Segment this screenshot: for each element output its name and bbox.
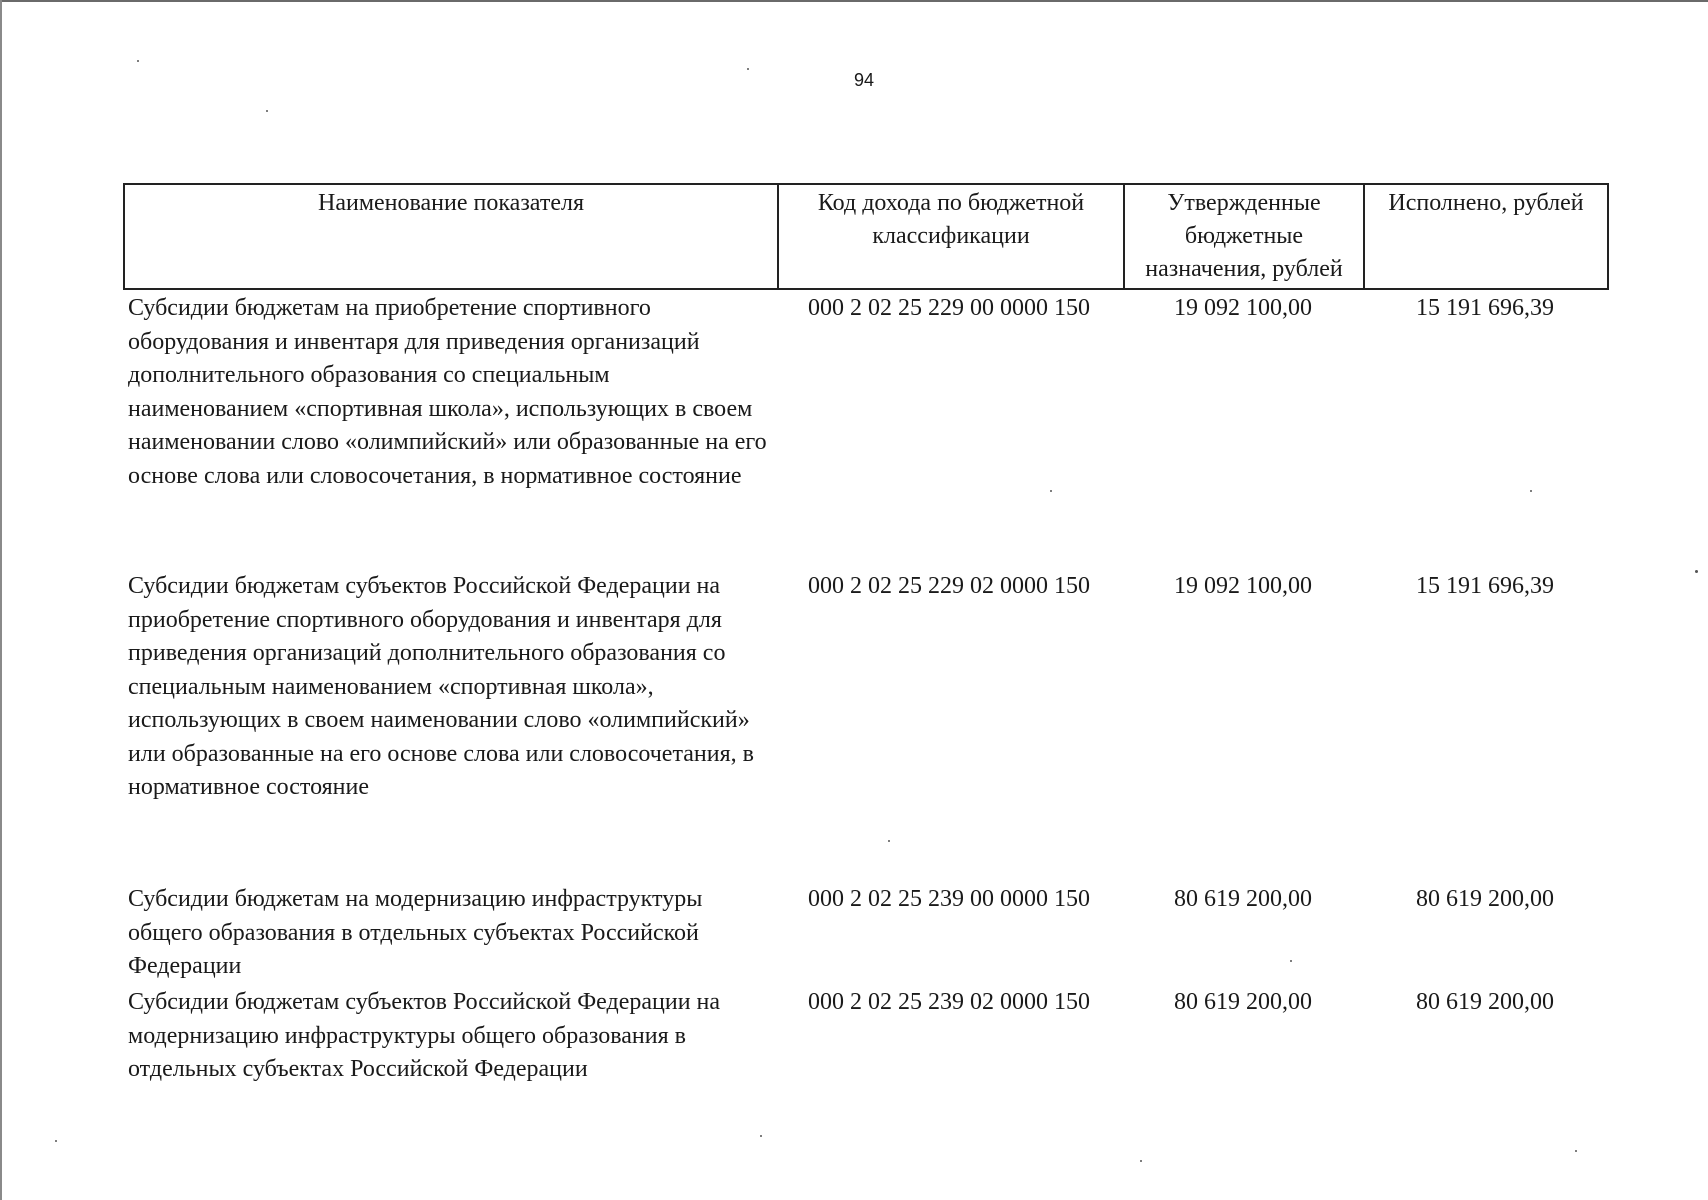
table-row — [123, 568, 1607, 881]
row-name: Субсидии бюджетам на модернизацию инфраструктуры общего образования в отдельных субъектах Российской Федерации — [128, 886, 703, 979]
row-approved: 80 619 200,00 — [1174, 886, 1312, 912]
row-approved: 80 619 200,00 — [1174, 989, 1312, 1015]
scan-speck — [1290, 960, 1292, 962]
scan-speck — [137, 60, 139, 62]
page-number: 94 — [853, 70, 875, 90]
row-approved: 19 092 100,00 — [1174, 295, 1312, 321]
row-executed: 15 191 696,39 — [1416, 295, 1554, 321]
header-approved: Утвержденные бюджетные назначения, рублей — [1124, 184, 1364, 289]
header-code: Код дохода по бюджетной классификации — [778, 184, 1124, 289]
row-name: Субсидии бюджетам субъектов Российской Федерации на модернизацию инфраструктуры общего образования в отдельных субъектах Российской Федерации — [128, 989, 721, 1082]
scan-speck — [747, 68, 749, 70]
row-executed: 80 619 200,00 — [1416, 886, 1554, 912]
row-executed: 80 619 200,00 — [1416, 989, 1554, 1015]
row-code: 000 2 02 25 239 00 0000 150 — [808, 886, 1090, 912]
scan-edge-top — [0, 0, 1708, 2]
header-row — [124, 184, 1608, 289]
row-executed: 15 191 696,39 — [1416, 573, 1554, 599]
table-header — [123, 183, 1609, 290]
scan-speck — [266, 110, 268, 112]
scan-edge-left — [0, 0, 2, 1200]
row-code: 000 2 02 25 229 02 0000 150 — [808, 573, 1090, 599]
table-row — [123, 881, 1607, 984]
scan-speck — [1530, 490, 1532, 492]
scan-speck — [1050, 490, 1052, 492]
row-code: 000 2 02 25 239 02 0000 150 — [808, 989, 1090, 1015]
table-row — [123, 290, 1607, 568]
scan-speck — [888, 840, 890, 842]
row-code: 000 2 02 25 229 00 0000 150 — [808, 295, 1090, 321]
row-name: Субсидии бюджетам субъектов Российской Федерации на приобретение спортивного оборудования и инвентаря для приведения организаций дополнительного образования со специальным наименованием «спортивная школа», использующих в своем наименовании слово «олимпийский» или образованные на его основе слова или словосочетания, в нормативное состояние — [128, 573, 754, 800]
row-approved: 19 092 100,00 — [1174, 573, 1312, 599]
row-name: Субсидии бюджетам на приобретение спортивного оборудования и инвентаря для приведения организаций дополнительного образования со специальным наименованием «спортивная школа», использующих в своем наименовании слово «олимпийский» или образованные на его основе слова или словосочетания, в нормативное состояние — [128, 295, 767, 489]
header-name: Наименование показателя — [124, 184, 778, 289]
header-executed: Исполнено, рублей — [1364, 184, 1608, 289]
scan-speck — [1140, 1160, 1142, 1162]
table-row — [123, 984, 1607, 1124]
scan-speck — [1695, 570, 1698, 573]
scan-speck — [760, 1135, 762, 1137]
scan-speck — [1575, 1150, 1577, 1152]
table-body — [123, 290, 1607, 1124]
scan-speck — [55, 1140, 57, 1142]
